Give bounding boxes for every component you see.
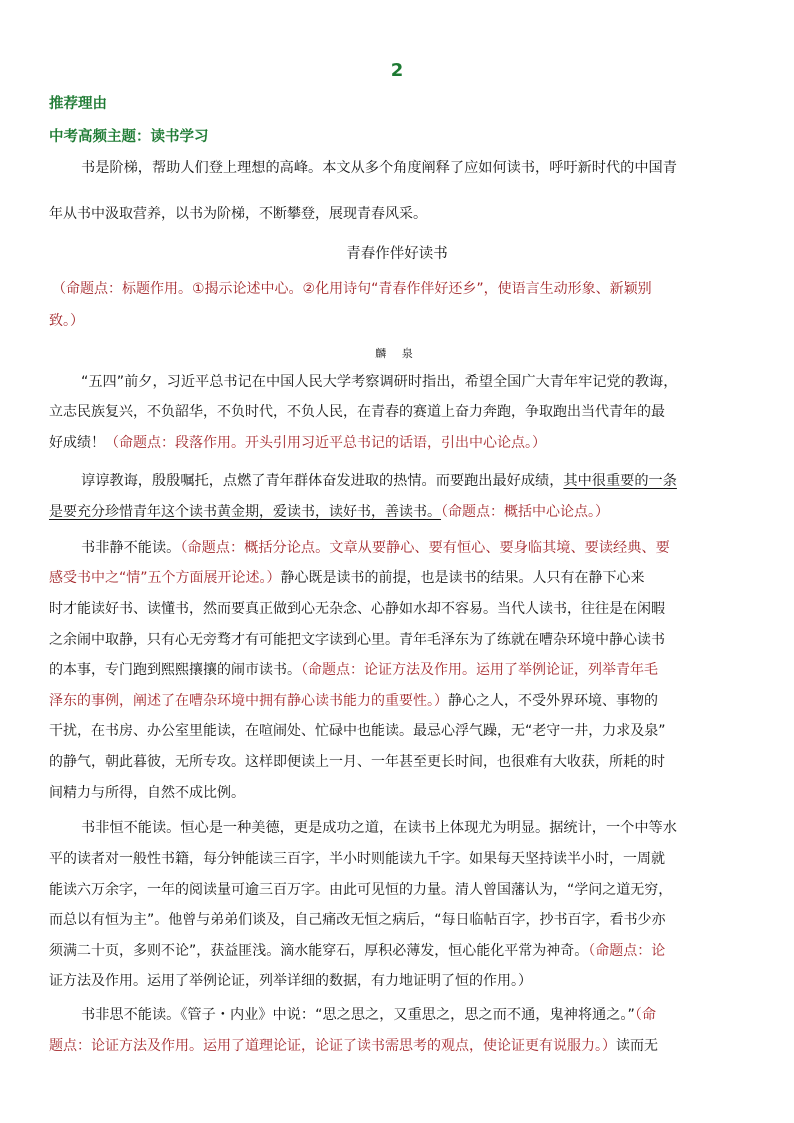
p5-annotation-cont: 题点：论证方法及作用。运用了道理论证，论证了读书需思考的观点，使论证更有说服力。） xyxy=(49,1038,616,1054)
p2-thesis-underlined: 其中很重要的一条 xyxy=(563,473,677,489)
p1-annotation: （命题点：段落作用。开头引用习近平总书记的话语，引出中心论点。） xyxy=(105,435,546,451)
p3-annotation-1-cont: 感受书中之“情”五个方面展开论述。） xyxy=(49,570,281,586)
p3-annotation-2: （命题点：论证方法及作用。运用了举例论证，列举青年毛 xyxy=(301,662,658,678)
p5-line-2 xyxy=(49,1035,658,1055)
p4-annotation: （命题点：论 xyxy=(588,943,666,959)
author: 麟 泉 xyxy=(375,347,419,360)
p3-text-5: 的本事，专门跑到熙熙攘攘的闹市读书。 xyxy=(49,662,301,678)
p2-thesis-underlined-cont: 是要充分珍惜青年这个读书黄金期，爱读书，读好书，善读书。 xyxy=(49,504,441,520)
p4-line-3: 能读六万余字，一年的阅读量可逾三百万字。由此可见恒的力量。清人曾国藩认为，“学问之道无穷， xyxy=(49,882,673,898)
p4-line-2: 平的读者对一般性书籍，每分钟能读三百字，半小时则能读九千字。如果每天坚持读半小时，一周就 xyxy=(49,851,665,867)
page-number: 2 xyxy=(390,60,404,81)
p1-line-3 xyxy=(49,432,546,452)
p4-line-4: 而总以有恒为主”。他曾与弟弟们谈及，自己痛改无恒之病后，“每日临帖百字，抄书百字，看书少亦 xyxy=(49,912,666,928)
p1-line-1: “五四”前夕，习近平总书记在中国人民大学考察调研时指出，希望全国广大青年牢记党的教诲， xyxy=(81,374,678,390)
p3-annotation-1: （命题点：概括分论点。文章从要静心、要有恒心、要身临其境、要读经典、要 xyxy=(180,540,670,556)
article-title: 青春作伴好读书 xyxy=(346,246,448,262)
p3-line-4: 之余闹中取静，只有心无旁骛才有可能把文字读到心里。青年毛泽东为了练就在嘈杂环境中静心读书 xyxy=(49,632,665,648)
p3-annotation-2-cont: 泽东的事例，阐述了在嘈杂环境中拥有静心读书能力的重要性。） xyxy=(49,693,448,709)
p3-text: 静心既是读书的前提，也是读书的结果。人只有在静下心来 xyxy=(280,570,645,586)
topic-heading: 中考高频主题：读书学习 xyxy=(49,129,209,145)
p5-line-1 xyxy=(81,1004,656,1024)
p3-subthesis: 书非静不能读。 xyxy=(81,540,181,556)
p5-text: 读而无 xyxy=(616,1038,658,1054)
p2-line-1 xyxy=(81,470,677,490)
intro-line-2: 年从书中汲取营养，以书为阶梯，不断攀登，展现青春风采。 xyxy=(49,206,427,222)
p5-annotation: （命 xyxy=(634,1007,657,1023)
p3-line-8: 的静气，朝此暮彼，无所专攻。这样即便读上一月、一年甚至更长时间，也很难有大收获，所耗的时 xyxy=(49,754,665,770)
p3-text-6: 静心之人，不受外界环境、事物的 xyxy=(448,693,658,709)
p4-line-5 xyxy=(49,940,665,960)
p5-subthesis: 书非思不能读。《管子・内业》中说：“思之思之，又重思之，思之而不通，鬼神将通之。” xyxy=(81,1007,635,1023)
p3-line-9: 间精力与所得，自然不成比例。 xyxy=(49,785,245,801)
p3-line-2 xyxy=(49,567,645,587)
p2-text: 谆谆教诲，殷殷嘱托，点燃了青年群体奋发进取的热情。而要跑出最好成绩， xyxy=(81,473,564,489)
p4-line-6: 证方法及作用。运用了举例论证，列举详细的数据，有力地证明了恒的作用。） xyxy=(49,973,532,989)
reason-heading: 推荐理由 xyxy=(49,96,107,112)
title-note-line-2: 致。） xyxy=(49,313,84,329)
p4-line-1: 书非恒不能读。恒心是一种美德，更是成功之道，在读书上体现尤为明显。据统计，一个中等水 xyxy=(81,820,677,836)
p4-text-5: 须满二十页，多则不论”，获益匪浅。滴水能穿石，厚积必薄发，恒心能化平常为神奇。 xyxy=(49,943,589,959)
p2-annotation: （命题点：概括中心论点。） xyxy=(441,504,609,520)
p3-line-5 xyxy=(49,659,658,679)
p3-line-6 xyxy=(49,690,658,710)
p3-line-7: 干扰，在书房、办公室里能读，在喧闹处、忙碌中也能读。最忌心浮气躁，无“老守一井，力求及泉” xyxy=(49,723,666,739)
p3-line-3: 时才能读好书、读懂书，然而要真正做到心无杂念、心静如水却不容易。当代人读书，往往是在闲暇 xyxy=(49,601,665,617)
p1-text: 好成绩！ xyxy=(49,435,105,451)
title-note-line-1: （命题点：标题作用。①揭示论述中心。②化用诗句“青春作伴好还乡”，使语言生动形象、新颖别 xyxy=(52,281,652,297)
p2-line-2 xyxy=(49,501,609,521)
p3-line-1 xyxy=(81,537,670,557)
p1-line-2: 立志民族复兴，不负韶华，不负时代，不负人民，在青春的赛道上奋力奔跑，争取跑出当代青年的最 xyxy=(49,404,665,420)
intro-line-1: 书是阶梯，帮助人们登上理想的高峰。本文从多个角度阐释了应如何读书，呼吁新时代的中国青 xyxy=(81,160,677,176)
